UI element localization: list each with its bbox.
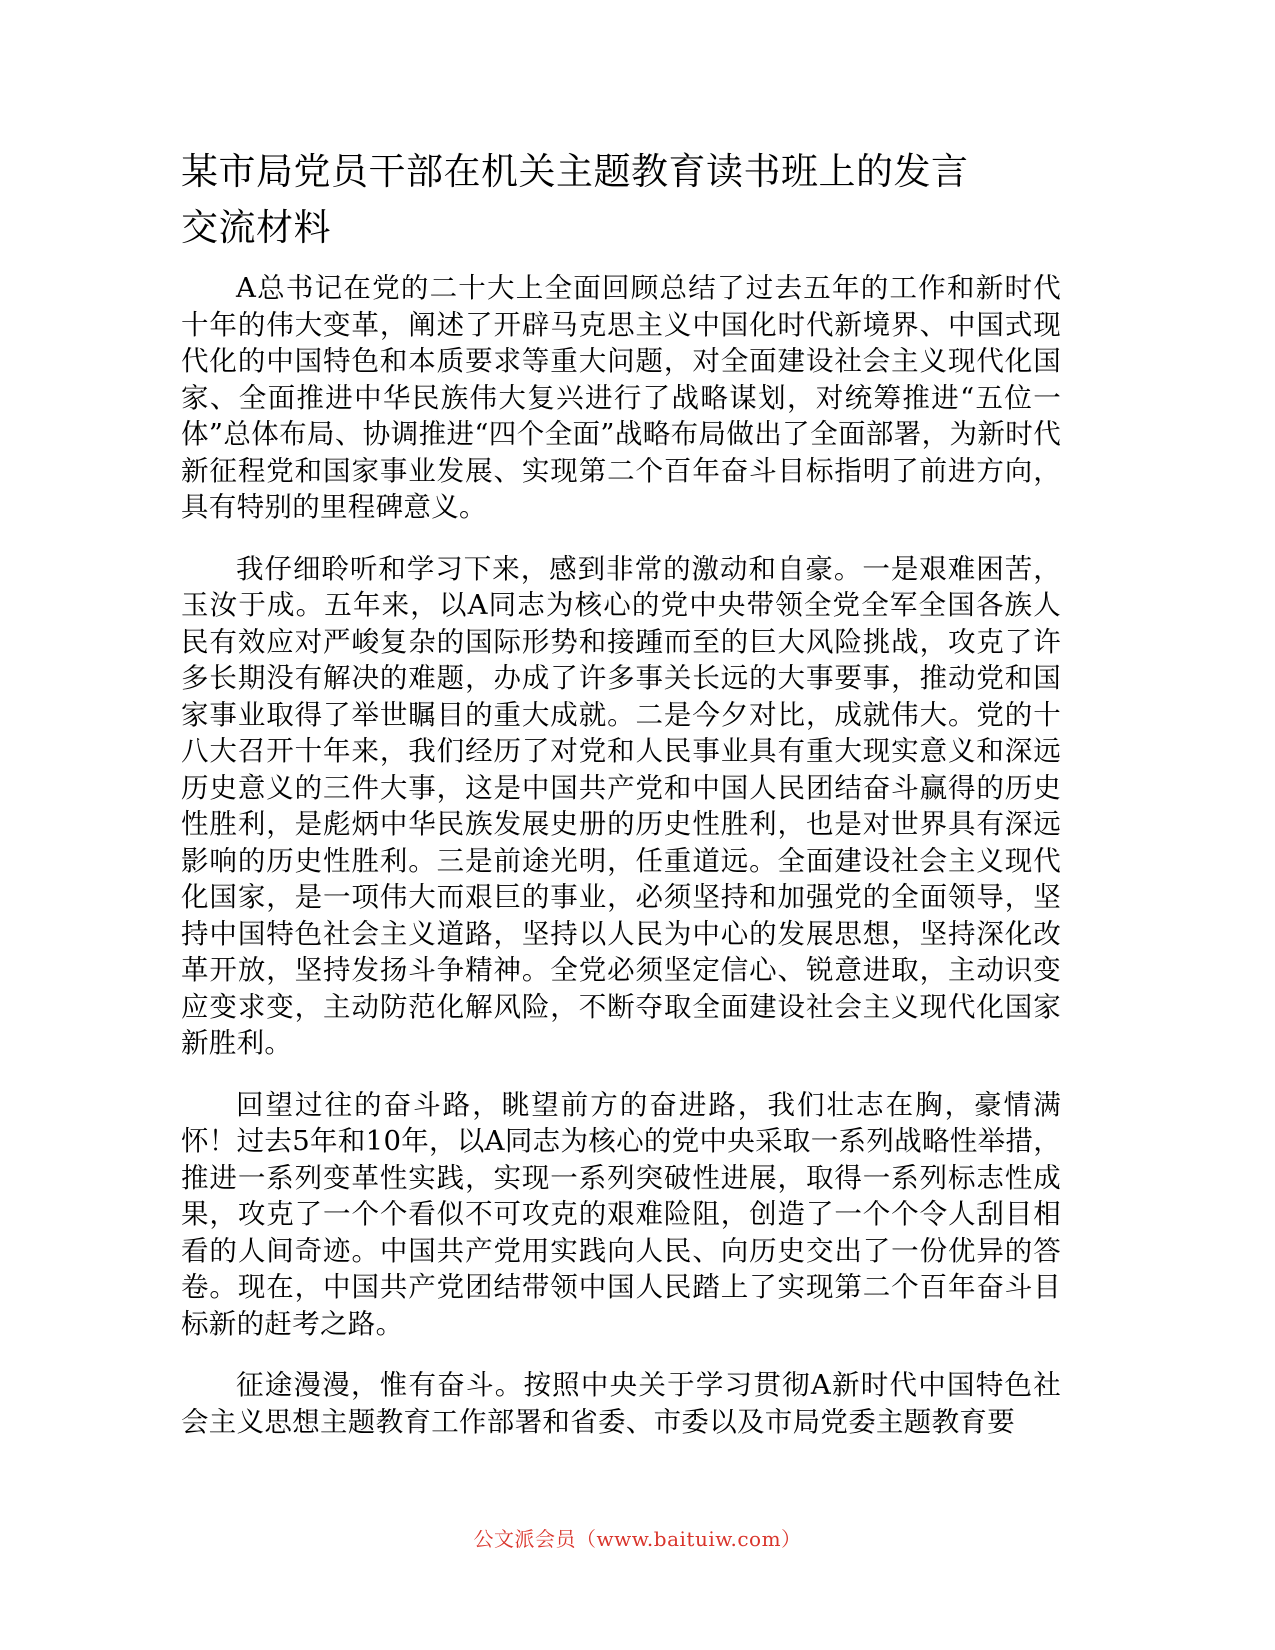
document-title [181, 144, 1061, 256]
title-line-1: 某市局党员干部在机关主题教育读书班上的发言 [181, 150, 969, 193]
document-page [181, 144, 1275, 1465]
paragraph-3: 回望过往的奋斗路，眺望前方的奋进路，我们壮志在胸，豪情满怀！过去5年和10年，以A同志为核心的党中央采取一系列战略性举措，推进一系列变革性实践，实现一系列突破性进展，取得一系列标志性成果，攻克了一个个看似不可攻克的艰难险阻，创造了一个个令人刮目相看的人间奇迹。中国共产党用实践向人民、向历史交出了一份优异的答卷。现在，中国共产党团结带领中国人民踏上了实现第二个百年奋斗目标新的赶考之路。 [181, 1088, 1061, 1340]
paragraph-4: 征途漫漫，惟有奋斗。按照中央关于学习贯彻A新时代中国特色社会主义思想主题教育工作部署和省委、市委以及市局党委主题教育要 [181, 1369, 1061, 1438]
paragraph-1: A总书记在党的二十大上全面回顾总结了过去五年的工作和新时代十年的伟大变革，阐述了开辟马克思主义中国化时代新境界、中国式现代化的中国特色和本质要求等重大问题，对全面建设社会主义现代化国家、全面推进中华民族伟大复兴进行了战略谋划，对统筹推进“五位一体”总体布局、协调推进“四个全面”战略布局做出了全面部署，为新时代新征程党和国家事业发展、实现第二个百年奋斗目标指明了前进方向，具有特别的里程碑意义。 [181, 272, 1061, 523]
paragraph-2: 我仔细聆听和学习下来，感到非常的激动和自豪。一是艰难困苦，玉汝于成。五年来，以A同志为核心的党中央带领全党全军全国各族人民有效应对严峻复杂的国际形势和接踵而至的巨大风险挑战，攻克了许多长期没有解决的难题，办成了许多事关长远的大事要事，推动党和国家事业取得了举世瞩目的重大成就。二是今夕对比，成就伟大。党的十八大召开十年来，我们经历了对党和人民事业具有重大现实意义和深远历史意义的三件大事，这是中国共产党和中国人民团结奋斗赢得的历史性胜利，是彪炳中华民族发展史册的历史性胜利，也是对世界具有深远影响的历史性胜利。三是前途光明，任重道远。全面建设社会主义现代化国家，是一项伟大而艰巨的事业，必须坚持和加强党的全面领导，坚持中国特色社会主义道路，坚持以人民为中心的发展思想，坚持深化改革开放，坚持发扬斗争精神。全党必须坚定信心、锐意进取，主动识变应变求变，主动防范化解风险，不断夺取全面建设社会主义现代化国家新胜利。 [181, 552, 1061, 1059]
footer-watermark: 公文派会员（www.baituiw.com） [473, 1527, 802, 1551]
title-line-2: 交流材料 [181, 206, 331, 249]
document-body [181, 270, 1061, 1440]
